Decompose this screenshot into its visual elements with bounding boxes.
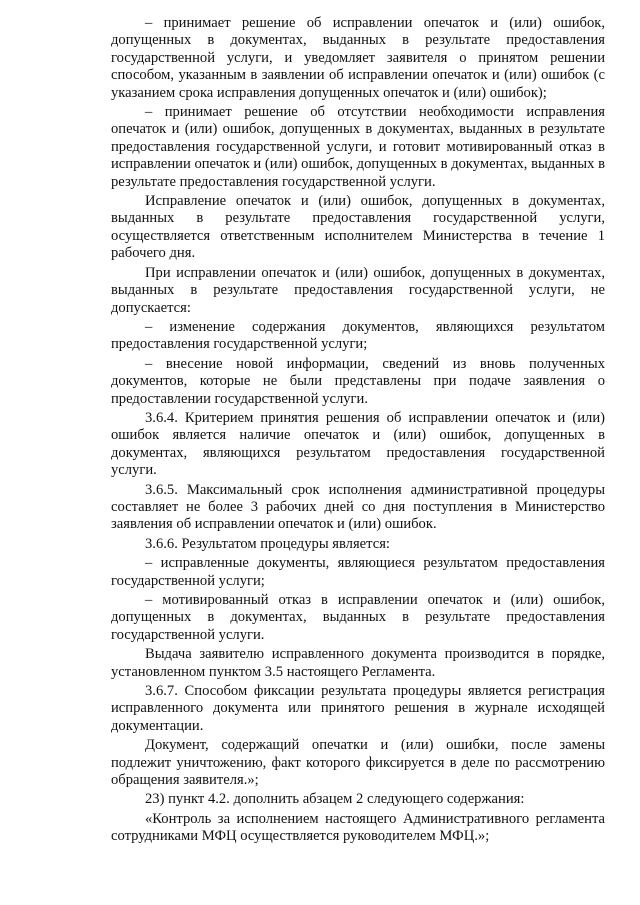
paragraph-3-6-7: 3.6.7. Способом фиксации результата процедуры является регистрация исправленного документа или принятого решения в журнале исходящей документации. <box>111 683 605 734</box>
paragraph-content-change: – изменение содержания документов, являющихся результатом предоставления государственной услуги; <box>111 318 605 353</box>
document-body <box>111 15 605 848</box>
paragraph-refuse-correction: – принимает решение об отсутствии необходимости исправления опечаток и (или) ошибок, допущенных в документах, выданных в результате предоставления государственной услуги, и готовит мотивированный отказ в исправлении опечаток и (или) ошибок, допущенных в документах, выданных в результате предоставления государственной услуги. <box>111 104 605 190</box>
paragraph-destruction: Документ, содержащий опечатки и (или) ошибки, после замены подлежит уничтожению, факт которого фиксируется в деле по рассмотрению обращения заявителя.»; <box>111 737 605 789</box>
paragraph-item-23: 23) пункт 4.2. дополнить абзацем 2 следующего содержания: <box>145 791 525 808</box>
paragraph-accept-correction: – принимает решение об исправлении опечаток и (или) ошибок, допущенных в документах, выданных в результате предоставления государственной услуги, и уведомляет заявителя о принятом решении способом, указанным в заявлении об исправлении опечаток и (или) ошибок (с указанием срока исправления допущенных опечаток и (или) ошибок); <box>111 15 605 101</box>
paragraph-3-6-5: 3.6.5. Максимальный срок исполнения административной процедуры составляет не более 3 рабочих дней со дня поступления в Министерство заявления об исправлении опечаток и (или) ошибок. <box>111 481 605 533</box>
paragraph-3-6-6: 3.6.6. Результатом процедуры является: <box>145 535 390 552</box>
paragraph-control-mfc: «Контроль за исполнением настоящего Административного регламента сотрудниками МФЦ осуществляется руководителем МФЦ.»; <box>111 810 605 845</box>
paragraph-correction-term: Исправление опечаток и (или) ошибок, допущенных в документах, выданных в результате предоставления государственной услуги, осуществляется ответственным исполнителем Министерства в течение 1 рабочего дня. <box>111 193 605 262</box>
paragraph-3-6-4: 3.6.4. Критерием принятия решения об исправлении опечаток и (или) ошибок является наличие опечаток и (или) ошибок, допущенных в документах, являющихся результатом предоставления государственной услуги. <box>111 409 605 479</box>
paragraph-corrected-documents: – исправленные документы, являющиеся результатом предоставления государственной услуги; <box>111 555 605 589</box>
paragraph-motivated-refusal: – мотивированный отказ в исправлении опечаток и (или) ошибок, допущенных в документах, выданных в результате предоставления государственной услуги. <box>111 592 605 643</box>
paragraph-issuance: Выдача заявителю исправленного документа производится в порядке, установленном пунктом 3.5 настоящего Регламента. <box>111 646 605 680</box>
paragraph-not-allowed: При исправлении опечаток и (или) ошибок, допущенных в документах, выданных в результате предоставления государственной услуги, не допускается: <box>111 264 605 316</box>
paragraph-new-information: – внесение новой информации, сведений из вновь полученных документов, которые не были представлены при подаче заявления о предоставлении государственной услуги. <box>111 355 605 407</box>
